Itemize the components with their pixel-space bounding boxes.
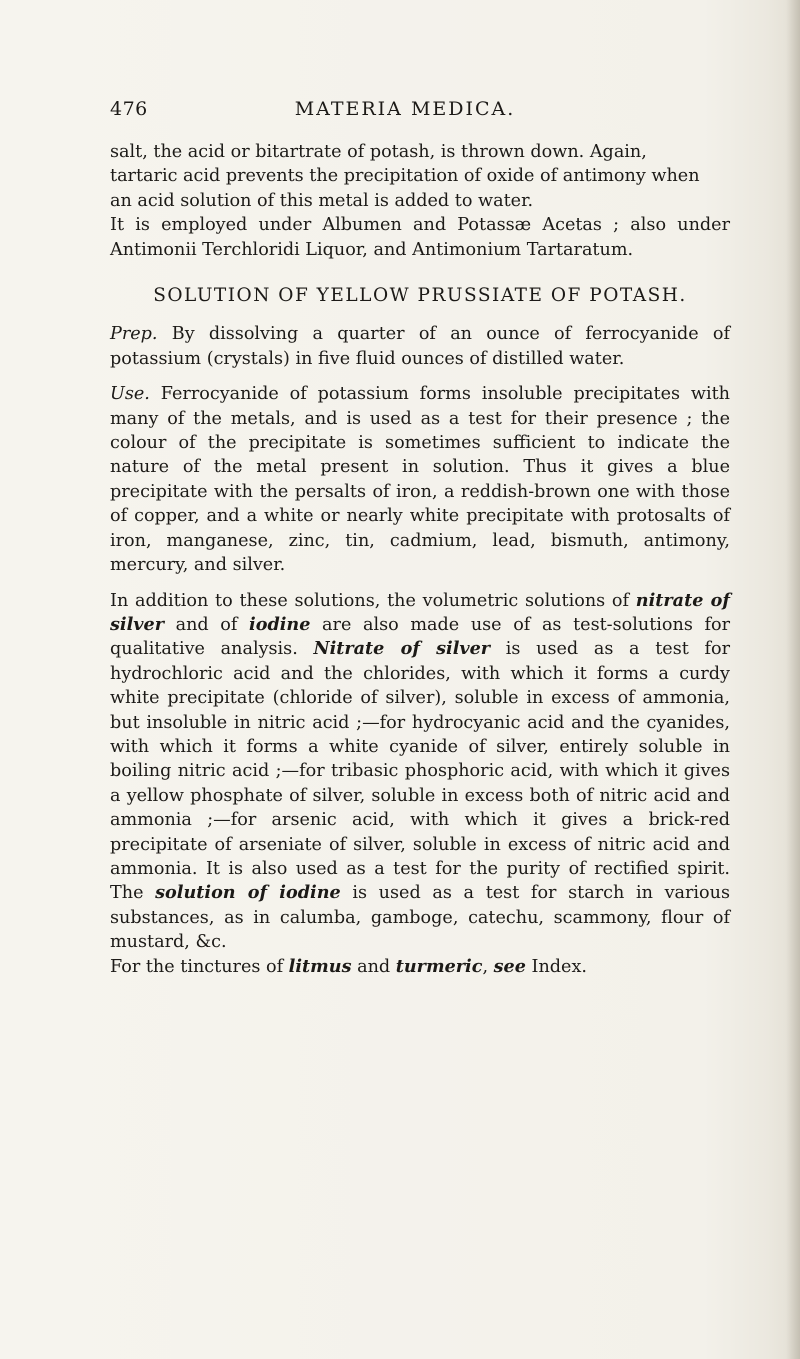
emphasis-nitrate-of-silver-2: Nitrate of silver bbox=[313, 638, 491, 660]
page-header bbox=[110, 98, 700, 128]
addition-text: is used as a test for starch in various substances, as in calumba, gamboge, catechu, scammony, flour of mustard, &c. bbox=[110, 883, 730, 953]
paragraph-text: It is employed under Albumen and Potassæ Acetas ; also under Antimonii Terchloridi Liquor, and Antimonium Tartaratum. bbox=[110, 215, 730, 260]
addition-text: and of bbox=[163, 614, 250, 635]
use-label: Use. bbox=[110, 384, 150, 405]
page-number: 476 bbox=[110, 98, 148, 120]
paragraph-line: tartaric acid prevents the precipitation of oxide of antimony when bbox=[110, 166, 700, 187]
addition-text: In addition to these solutions, the volumetric solutions of bbox=[110, 590, 636, 611]
use-text: Ferrocyanide of potassium forms insoluble precipitates with many of the metals, and is used as a test for their presence ; the colour of the precipitate is sometimes sufficient to indicate the nature of the metal present in solution. Thus it gives a blue precipitate with the persalts of iron, a reddish-brown one with those of copper, and a white or nearly white precipitate with protosalts of iron, manganese, zinc, tin, cadmium, lead, bismuth, antimony, mercury, and silver. bbox=[110, 384, 730, 576]
running-head: MATERIA MEDICA. bbox=[294, 98, 516, 120]
page-edge-shadow bbox=[786, 0, 800, 1359]
addition-text: is used as a test for hydrochloric acid and the chlorides, with which it forms a curdy white precipitate (chloride of silver), soluble in excess of ammonia, but insoluble in nitric acid ;—for hydrocyanic acid and the cyanides, with which it forms a white cyanide of silver, entirely soluble in boiling nitric acid ;—for tribasic phosphoric acid, with which it gives a yellow phosphate of silver, soluble in excess both of nitric acid and ammonia ;—for arsenic acid, with which it gives a brick-red precipitate of arseniate of silver, soluble in excess of nitric acid and ammonia. It is also used as a test for the purity of rectified spirit. The bbox=[110, 639, 730, 904]
emphasis-litmus: litmus bbox=[288, 955, 352, 977]
emphasis-solution-of-iodine: solution of iodine bbox=[155, 882, 341, 904]
emphasis-iodine: iodine bbox=[249, 613, 311, 635]
emphasis-turmeric: turmeric bbox=[395, 955, 483, 977]
prep-label: Prep. bbox=[110, 324, 158, 345]
tinctures-text: and bbox=[351, 956, 396, 977]
tinctures-text: , bbox=[482, 956, 494, 977]
paragraph-line: salt, the acid or bitartrate of potash, is thrown down. Again, bbox=[110, 142, 647, 162]
paragraph-continued bbox=[110, 140, 730, 213]
body-text bbox=[110, 140, 730, 979]
paragraph-tinctures bbox=[110, 955, 730, 979]
tinctures-text: Index. bbox=[525, 956, 587, 977]
addition-text: are also made use of as test-solutions for qualitative analysis. bbox=[110, 614, 730, 660]
prep-text: By dissolving a quarter of an ounce of ferrocyanide of potassium (crystals) in five fluid ounces of distilled water. bbox=[110, 324, 730, 369]
emphasis-see: see bbox=[493, 955, 526, 977]
paragraph-prep bbox=[110, 322, 730, 371]
paragraph-line: an acid solution of this metal is added to water. bbox=[110, 190, 534, 211]
section-heading: SOLUTION OF YELLOW PRUSSIATE OF POTASH. bbox=[153, 285, 687, 307]
emphasis-nitrate-of-silver: nitrate of silver bbox=[110, 589, 730, 635]
paragraph-employed-under bbox=[110, 213, 730, 262]
tinctures-text: For the tinctures of bbox=[110, 956, 289, 977]
paragraph-use bbox=[110, 382, 730, 577]
paragraph-addition bbox=[110, 589, 730, 955]
